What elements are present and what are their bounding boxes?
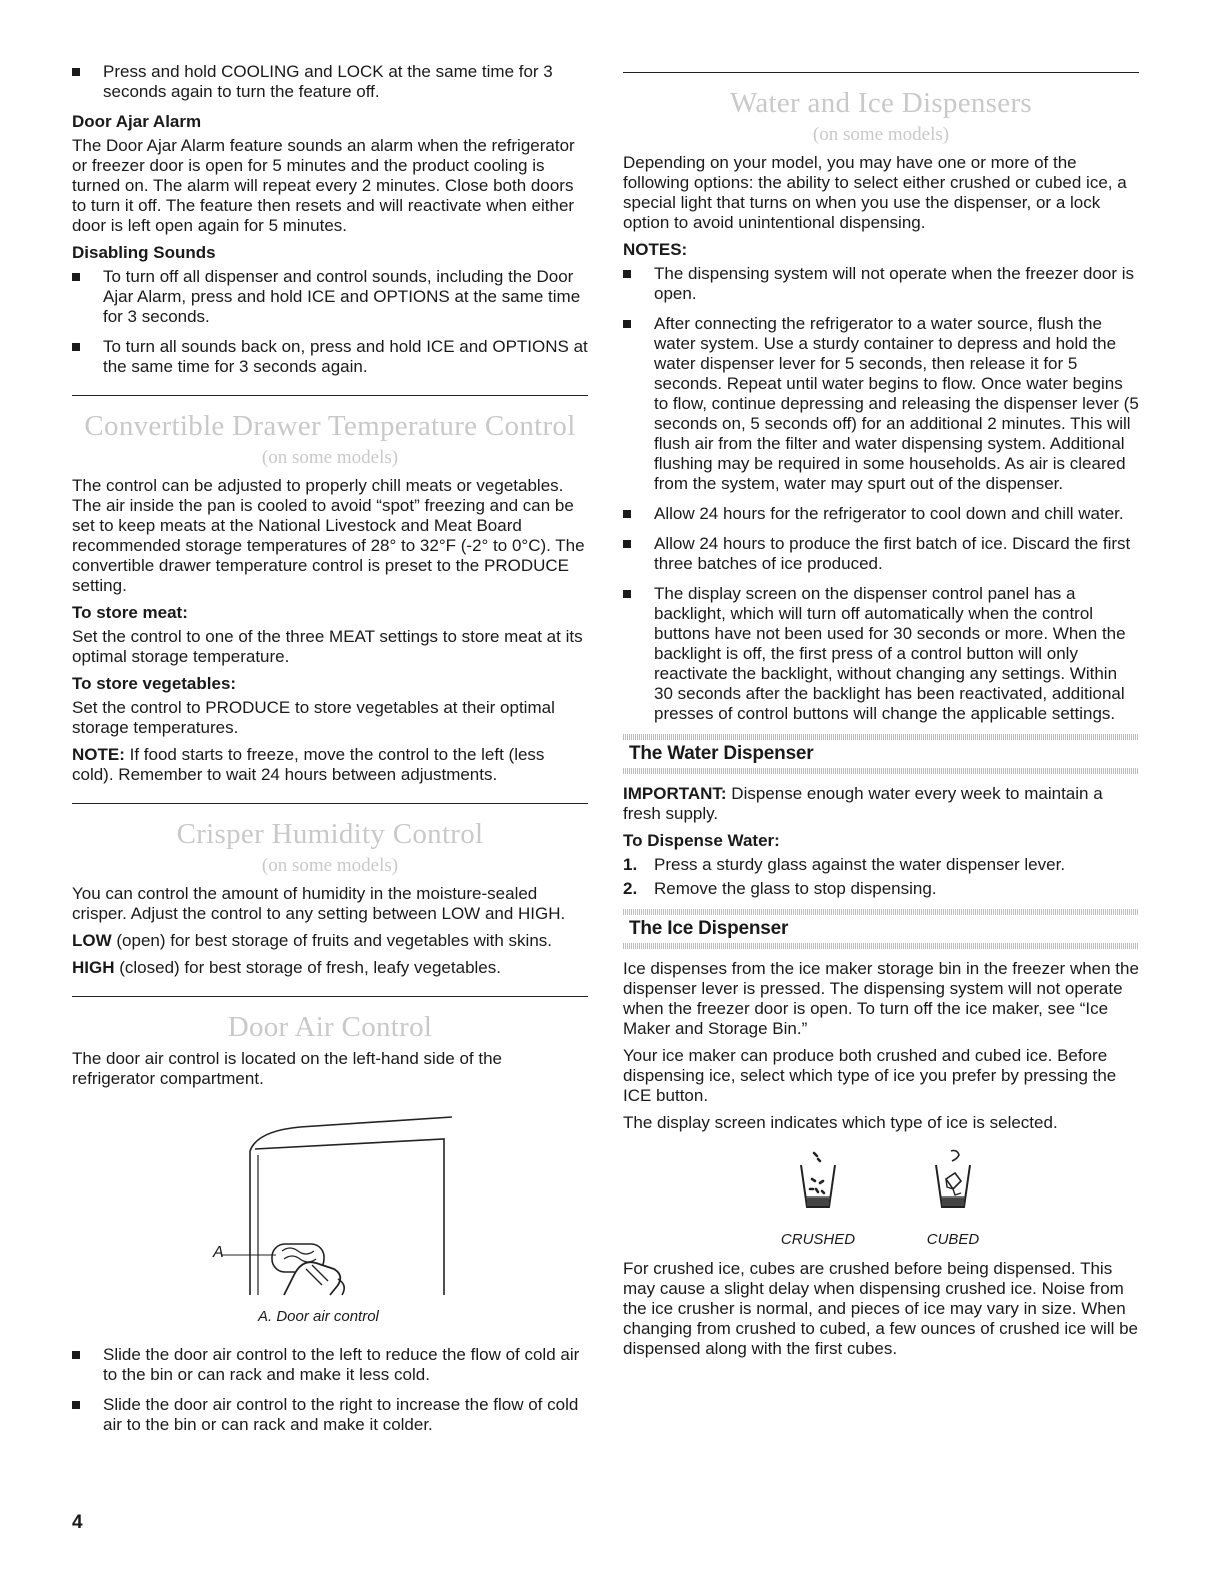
list-item: To turn off all dispenser and control sounds, including the Door Ajar Alarm, press and hold ICE and OPTIONS at the same time for 3 seconds. [72, 267, 588, 327]
store-vegetables-text: Set the control to PRODUCE to store vegetables at their optimal storage temperatures. [72, 698, 555, 737]
door-air-figure [72, 1099, 588, 1325]
list-item: The dispensing system will not operate when the freezer door is open. [623, 264, 1139, 304]
ice-dispenser-heading: The Ice Dispenser [629, 918, 789, 939]
cubed-ice-glass-icon [933, 1149, 973, 1211]
cubed-ice-option [888, 1149, 1018, 1250]
section-divider [72, 395, 588, 396]
ice-paragraph-2: Your ice maker can produce both crushed and cubed ice. Before dispensing ice, select which type of ice you prefer by pressing the ICE button. [623, 1046, 1117, 1105]
intro-bullet-list [72, 62, 588, 102]
ice-paragraph-1: Ice dispenses from the ice maker storage bin in the freezer when the dispenser lever is pressed. The dispensing system will not operate when the freezer door is open. To turn off the ice maker, see “Ice Maker and Storage Bin.” [623, 959, 1139, 1038]
dispense-water-heading: To Dispense Water: [623, 831, 780, 850]
list-item: Press and hold COOLING and LOCK at the same time for 3 seconds again to turn the feature off. [72, 62, 588, 102]
crushed-ice-option [753, 1149, 883, 1250]
door-air-list [72, 1345, 588, 1435]
important-label: IMPORTANT: [623, 784, 727, 803]
crisper-humidity-title: Crisper Humidity Control [176, 818, 484, 850]
ice-paragraph-3: The display screen indicates which type of ice is selected. [623, 1113, 1058, 1132]
right-column [623, 62, 1139, 1366]
note-text: If food starts to freeze, move the control to the left (less cold). Remember to wait 24 hours between adjustments. [72, 745, 545, 784]
notes-heading: NOTES: [623, 240, 688, 259]
high-text: (closed) for best storage of fresh, leafy vegetables. [114, 958, 501, 977]
crisper-humidity-text: You can control the amount of humidity in the moisture-sealed crisper. Adjust the control to any setting between LOW and HIGH. [72, 884, 566, 923]
list-item: Slide the door air control to the right to increase the flow of cold air to the bin or can rack and make it colder. [72, 1395, 588, 1435]
section-divider [72, 803, 588, 804]
disabling-sounds-heading: Disabling Sounds [72, 243, 216, 262]
crisper-low-line [72, 931, 588, 951]
store-meat-text: Set the control to one of the three MEAT settings to store meat at its optimal storage temperature. [72, 627, 583, 666]
door-ajar-heading: Door Ajar Alarm [72, 112, 202, 131]
list-item: Allow 24 hours to produce the first batch of ice. Discard the first three batches of ice produced. [623, 534, 1139, 574]
convertible-drawer-text: The control can be adjusted to properly chill meats or vegetables. The air inside the pan is cooled to avoid “spot” freezing and can be set to keep meats at the National Livestock and Meat Board recommended storage temperatures of 28° to 32°F (-2° to 0°C). The convertible drawer temperature control is preset to the PRODUCE setting. [72, 476, 585, 595]
important-text: Dispense enough water every week to maintain a fresh supply. [623, 784, 1103, 823]
note-label: NOTE: [72, 745, 125, 764]
store-vegetables-heading: To store vegetables: [72, 674, 237, 693]
hatched-divider [623, 909, 1139, 915]
step-number: 2. [623, 879, 638, 898]
ice-type-icons [623, 1149, 1139, 1255]
water-dispenser-heading: The Water Dispenser [629, 743, 814, 764]
door-air-text: The door air control is located on the left-hand side of the refrigerator compartment. [72, 1049, 502, 1088]
hatched-divider [623, 943, 1139, 949]
crushed-ice-glass-icon [798, 1149, 838, 1211]
step-text: Press a sturdy glass against the water dispenser lever. [654, 855, 1066, 874]
step-number: 1. [623, 855, 638, 874]
section-divider [623, 72, 1139, 73]
dispensers-intro: Depending on your model, you may have one or more of the following options: the ability to select either crushed or cubed ice, a special light that turns on when you use the dispenser, or a lock option to avoid unintentional dispensing. [623, 153, 1127, 232]
store-meat-heading: To store meat: [72, 603, 188, 622]
convertible-note [72, 745, 588, 785]
high-label: HIGH [72, 958, 115, 977]
ice-paragraph-4: For crushed ice, cubes are crushed before being dispensed. This may cause a slight delay when dispensing crushed ice. Noise from the ice crusher is normal, and pieces of ice may vary in size. When changing from crushed to cubed, a few ounces of crushed ice will be dispensed along with the first cubes. [623, 1259, 1139, 1358]
door-air-control-illustration [72, 1099, 588, 1305]
notes-list [623, 264, 1139, 724]
hatched-divider [623, 768, 1139, 774]
figure-caption: A. Door air control [258, 1308, 379, 1325]
list-item: The display screen on the dispenser control panel has a backlight, which will turn off automatically when the control buttons have not been used for 30 seconds or more. When the backlight is off, the first press of a control button will only reactivate the backlight, without changing any settings. Within 30 seconds after the backlight has been reactivated, additional presses of control buttons will change the applicable settings. [623, 584, 1139, 724]
cubed-label: CUBED [926, 1231, 980, 1248]
water-important [623, 784, 1139, 824]
left-column [72, 62, 588, 1445]
section-divider [72, 996, 588, 997]
dispensers-title: Water and Ice Dispensers [730, 87, 1032, 119]
door-air-title: Door Air Control [227, 1011, 433, 1043]
crushed-label: CRUSHED [780, 1231, 856, 1248]
door-ajar-text: The Door Ajar Alarm feature sounds an alarm when the refrigerator or freezer door is open for 5 minutes and the product cooling is turned on. The alarm will repeat every 2 minutes. Close both doors to turn it off. The feature then resets and will reactivate when either door is left open again for 5 minutes. [72, 136, 575, 235]
convertible-drawer-subtitle: (on some models) [261, 447, 399, 468]
low-text: (open) for best storage of fruits and vegetables with skins. [111, 931, 552, 950]
step-text: Remove the glass to stop dispensing. [654, 879, 937, 898]
figure-label-a: A [213, 1244, 224, 1261]
low-label: LOW [72, 931, 112, 950]
crisper-humidity-subtitle: (on some models) [261, 855, 399, 876]
page-number: 4 [72, 1512, 83, 1533]
list-item [623, 855, 1139, 875]
list-item: Slide the door air control to the left to reduce the flow of cold air to the bin or can rack and make it less cold. [72, 1345, 588, 1385]
list-item: Allow 24 hours for the refrigerator to cool down and chill water. [623, 504, 1139, 524]
crisper-high-line [72, 958, 588, 978]
hatched-divider [623, 734, 1139, 740]
dispensers-subtitle: (on some models) [812, 124, 950, 145]
convertible-drawer-title: Convertible Drawer Temperature Control [84, 410, 576, 442]
list-item: After connecting the refrigerator to a water source, flush the water system. Use a sturdy container to depress and hold the water dispenser lever for 5 seconds, then release it for 5 seconds. Repeat until water begins to flow. Once water begins to flow, continue depressing and releasing the dispenser lever (5 seconds on, 5 seconds off) for an additional 2 minutes. This will flush air from the filter and water dispensing system. Additional flushing may be required in some households. As air is cleared from the system, water may spurt out of the dispenser. [623, 314, 1139, 494]
list-item: To turn all sounds back on, press and hold ICE and OPTIONS at the same time for 3 seconds again. [72, 337, 588, 377]
list-item [623, 879, 1139, 899]
disabling-sounds-list [72, 267, 588, 377]
dispense-water-steps [623, 855, 1139, 899]
